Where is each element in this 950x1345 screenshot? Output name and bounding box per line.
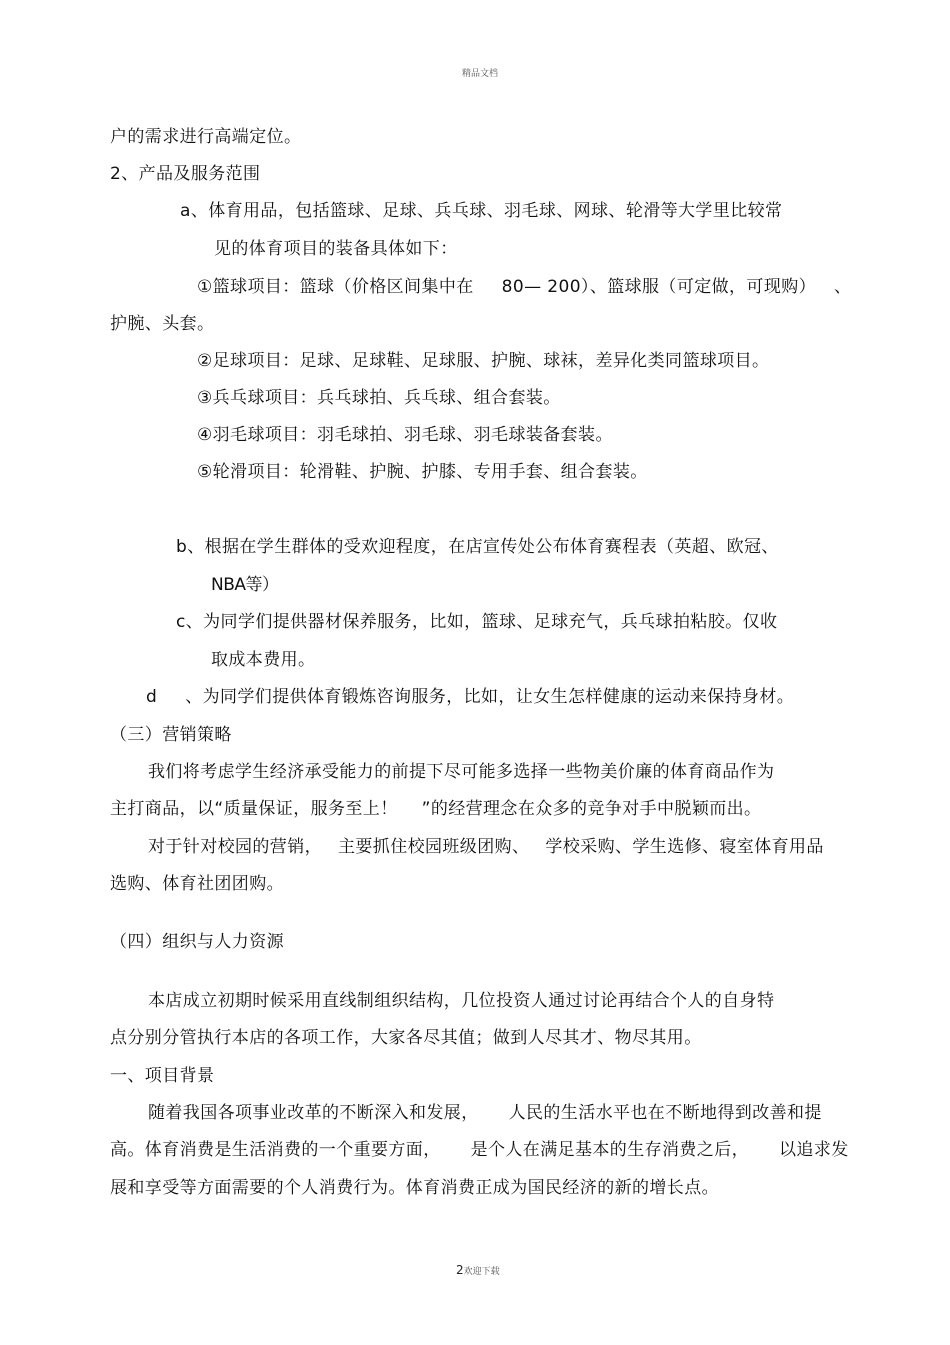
text-fragment: 主要抓住校园班级团购、 (338, 837, 530, 857)
text-fragment: 以追求发 (779, 1140, 849, 1160)
page-number: 2 (456, 1263, 464, 1277)
text-line: 选购、体育社团团购。 (110, 874, 284, 894)
list-item: ③兵乓球项目：兵乓球拍、兵乓球、组合套装。 (197, 388, 561, 408)
list-item: ④羽毛球项目：羽毛球拍、羽毛球、羽毛球装备套装。 (197, 425, 613, 445)
text-line: 护腕、头套。 (110, 314, 215, 334)
page-footer (456, 1263, 500, 1277)
text-fragment: 、 (834, 277, 852, 297)
text-fragment: ①篮球项目：篮球（价格区间集中在 (197, 277, 474, 297)
list-item: ②足球项目：足球、足球鞋、足球服、护腕、球袜，差异化类同篮球项目。 (197, 351, 770, 371)
text-line (148, 1102, 822, 1124)
text-line (110, 1139, 849, 1161)
text-line: 见的体育项目的装备具体如下： (214, 239, 458, 259)
section-heading: （四）组织与人力资源 (110, 932, 284, 952)
text-line: 户的需求进行高端定位。 (110, 127, 302, 147)
text-fragment: 随着我国各项事业改革的不断深入和发展， (148, 1103, 479, 1123)
text-line: NBA等） (211, 575, 279, 595)
text-fragment: d (146, 687, 158, 707)
text-line: c、为同学们提供器材保养服务，比如，篮球、足球充气，兵乓球拍粘胶。仅收 (176, 612, 778, 632)
text-fragment: 学校采购、学生选修、寝室体育用品 (545, 837, 824, 857)
list-item: ⑤轮滑项目：轮滑鞋、护腕、护膝、专用手套、组合套装。 (197, 462, 648, 482)
text-fragment: 对于针对校园的营销， (148, 837, 322, 857)
text-line: b、根据在学生群体的受欢迎程度，在店宣传处公布体育赛程表（英超、欧冠、 (176, 537, 779, 557)
text-fragment: ”的经营理念在众多的竞争对手中脱颖而出。 (421, 799, 762, 819)
footer-text: 欢迎下载 (463, 1267, 500, 1277)
text-fragment: 是个人在满足基本的生存消费之后， (470, 1140, 750, 1160)
page-header: 精品文档 (462, 69, 499, 79)
text-line: 点分别分管执行本店的各项工作，大家各尽其值；做到人尽其才、物尽其用。 (110, 1028, 702, 1048)
text-line: 我们将考虑学生经济承受能力的前提下尽可能多选择一些物美价廉的体育商品作为 (148, 762, 775, 782)
section-heading: 一、项目背景 (110, 1066, 215, 1086)
text-line (148, 836, 824, 858)
text-line (197, 276, 851, 298)
text-line (110, 798, 761, 820)
text-fragment: 人民的生活水平也在不断地得到改善和提 (508, 1103, 822, 1123)
text-fragment: 80— 200）、篮球服（可定做，可现购） (501, 277, 817, 297)
text-line (146, 686, 794, 708)
text-fragment: 、为同学们提供体育锻炼咨询服务，比如，让女生怎样健康的运动来保持身材。 (185, 687, 795, 707)
section-heading: 2、产品及服务范围 (110, 164, 261, 184)
section-heading: （三）营销策略 (110, 725, 232, 745)
text-fragment: 高。体育消费是生活消费的一个重要方面， (110, 1140, 441, 1160)
text-fragment: 主打商品，以“质量保证，服务至上！ (110, 799, 398, 819)
text-line: a、体育用品，包括篮球、足球、兵乓球、羽毛球、网球、轮滑等大学里比较常 (180, 201, 783, 221)
text-line: 展和享受等方面需要的个人消费行为。体育消费正成为国民经济的新的增长点。 (110, 1178, 719, 1198)
text-line: 取成本费用。 (211, 650, 316, 670)
text-line: 本店成立初期时候采用直线制组织结构，几位投资人通过讨论再结合个人的自身特 (148, 991, 775, 1011)
